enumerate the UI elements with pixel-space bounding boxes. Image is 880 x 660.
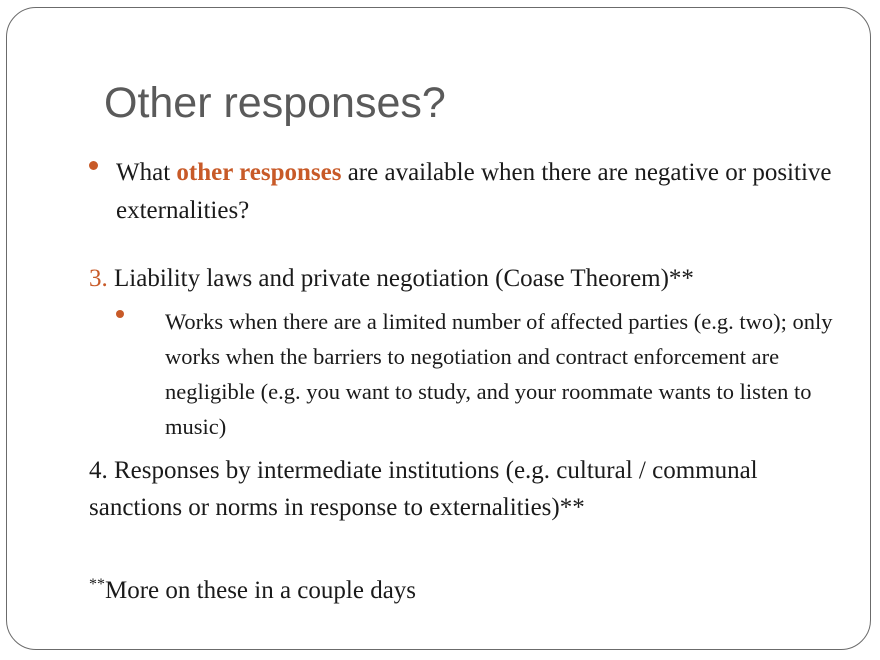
item-3-number: 3. <box>89 265 108 292</box>
bullet-dot-icon <box>89 161 98 170</box>
slide-frame <box>6 7 871 650</box>
sub-bullet-dot-icon <box>116 310 124 318</box>
sub-bullet-text: Works when there are a limited number of affected parties (e.g. two); only works when the barriers to negotiation and contract enforcement are negligible (e.g. you want to study, and your roommate wants to listen to music) <box>165 309 833 439</box>
bullet-question <box>116 154 846 230</box>
bullet-question-highlight: other responses <box>176 159 342 186</box>
bullet-question-suffix: are available when there are negative or positive externalities? <box>116 159 832 224</box>
item-3-text: Liability laws and private negotiation (Coase Theorem)** <box>107 265 694 292</box>
numbered-item-3 <box>89 262 849 296</box>
slide-title: Other responses? <box>104 79 446 127</box>
footnote-marker: ** <box>89 576 105 593</box>
numbered-item-4: 4. Responses by intermediate institutions (e.g. cultural / communal sanctions or norms in response to externalities)** <box>89 457 758 521</box>
footnote <box>89 574 416 608</box>
footnote-text: More on these in a couple days <box>105 577 417 604</box>
bullet-question-prefix: What <box>116 159 177 186</box>
